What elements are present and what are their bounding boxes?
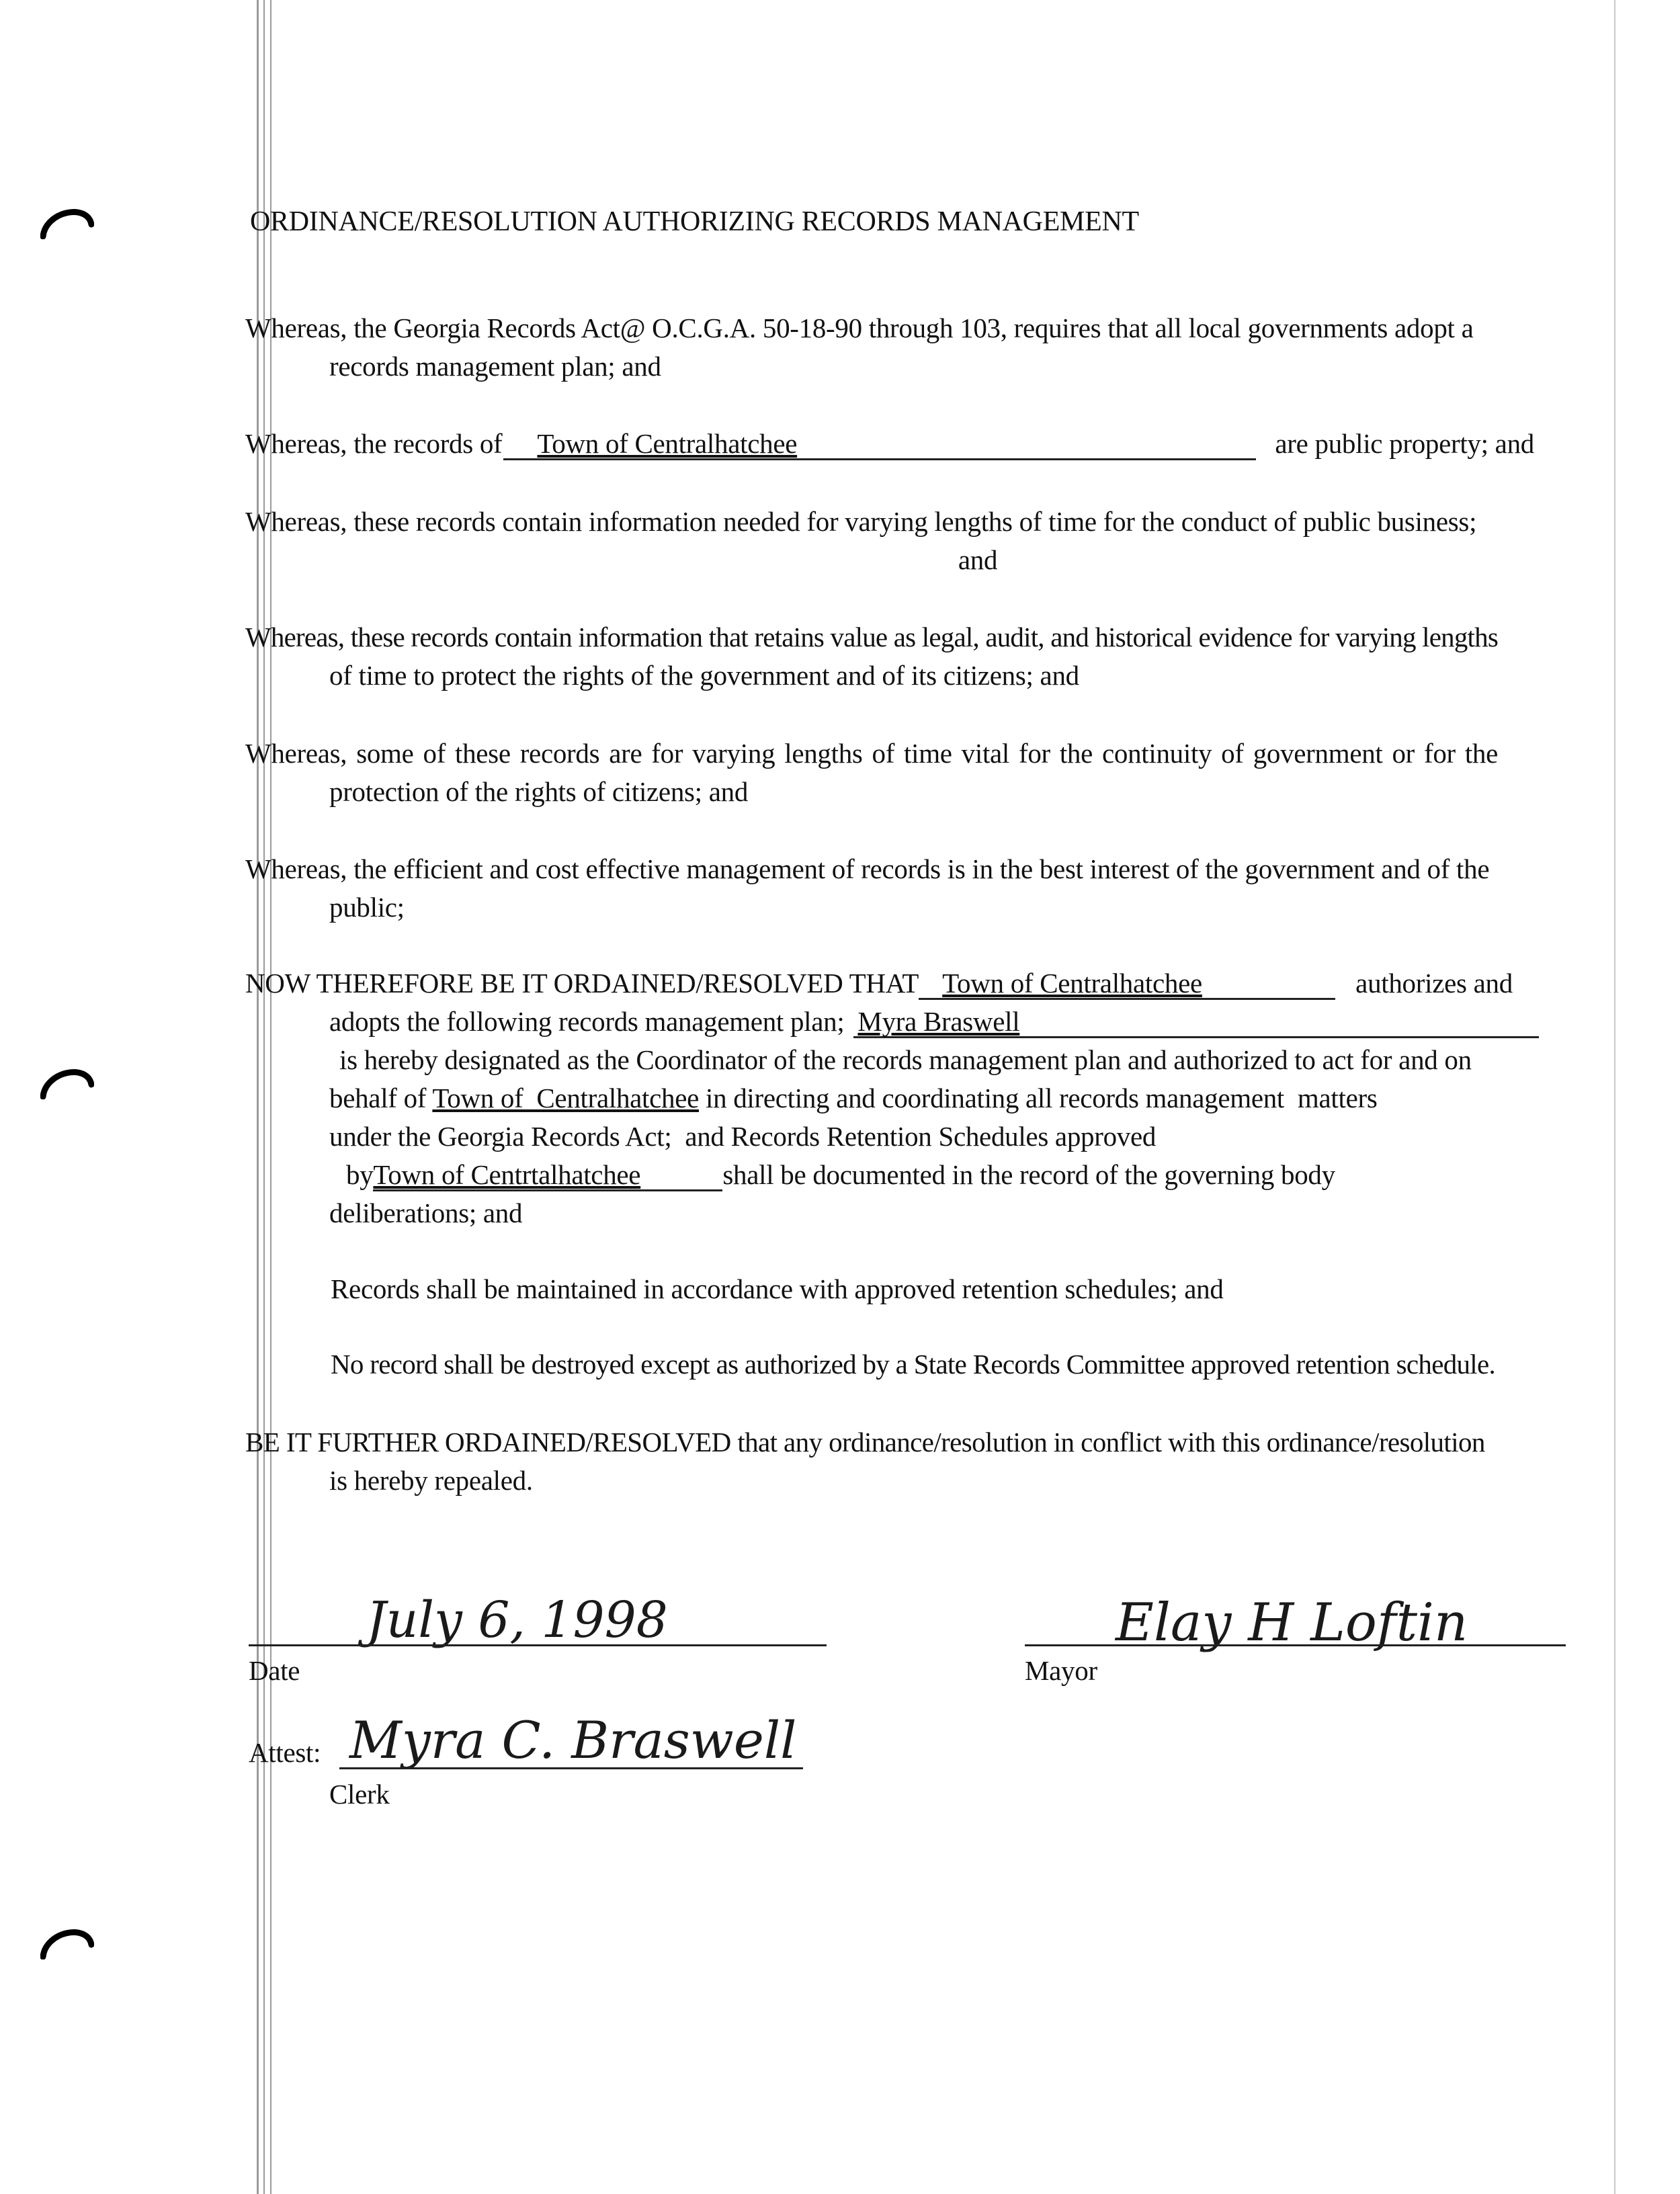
date-signature-line xyxy=(249,1644,827,1646)
further-resolved-paragraph xyxy=(245,1423,1609,1500)
clerk-label: Clerk xyxy=(329,1779,390,1810)
whereas-text: Whereas, the records of xyxy=(245,428,503,459)
coordinator-value: Myra Braswell xyxy=(857,1006,1020,1037)
whereas-paragraph xyxy=(245,503,1609,579)
entity-field xyxy=(373,1160,722,1191)
clerk-signature: Myra C. Braswell xyxy=(349,1710,797,1770)
whereas-continuation: of time to protect the rights of the government and of its citizens; and xyxy=(329,660,1079,691)
now-therefore-text: NOW THEREFORE BE IT ORDAINED/RESOLVED THAT xyxy=(245,968,919,999)
now-therefore-paragraph xyxy=(245,964,1609,1232)
whereas-text: Whereas, these records contain information needed for varying lengths of time for the conduct of public business; xyxy=(245,506,1477,537)
date-handwritten: July 6, 1998 xyxy=(366,1591,668,1649)
schedules-text: shall be documented in the record of the governing body xyxy=(722,1159,1335,1190)
binder-hole-icon xyxy=(40,1922,94,1959)
entity-value: Town of Centralhatchee xyxy=(432,1083,700,1113)
attest-label: Attest: xyxy=(249,1737,321,1768)
entity-value: Town of Centralhatchee xyxy=(942,968,1202,999)
schedules-text: by xyxy=(346,1159,374,1190)
retention-text: Records shall be maintained in accordance with approved retention schedules; and xyxy=(331,1273,1224,1304)
whereas-paragraph xyxy=(245,309,1609,386)
destruction-text: No record shall be destroyed except as authorized by a State Records Committee approved retention schedule. xyxy=(331,1349,1496,1380)
mayor-signature-line xyxy=(1025,1644,1566,1646)
whereas-text: Whereas, these records contain information that retains value as legal, audit, and historical evidence for varying lengths xyxy=(245,622,1498,652)
now-therefore-line xyxy=(245,1156,1609,1194)
whereas-paragraph xyxy=(245,618,1609,695)
behalf-text: behalf of xyxy=(329,1083,427,1113)
entity-field xyxy=(919,968,1335,1000)
whereas-text: Whereas, the efficient and cost effective management of records is in the best interest of the government and of the xyxy=(245,853,1490,884)
whereas-paragraph xyxy=(245,850,1609,927)
now-therefore-line xyxy=(245,1003,1609,1041)
now-therefore-line xyxy=(245,964,1609,1003)
mayor-signature: Elay H Loftin xyxy=(1116,1593,1468,1653)
document-title: ORDINANCE/RESOLUTION AUTHORIZING RECORDS MANAGEMENT xyxy=(250,206,1139,237)
whereas-continuation: protection of the rights of citizens; and xyxy=(329,776,749,807)
whereas-text: are public property; and xyxy=(1275,428,1534,459)
further-resolved-text: BE IT FURTHER ORDAINED/RESOLVED that any ordinance/resolution in conflict with this ordinance/resolution xyxy=(245,1427,1485,1458)
whereas-text: Whereas, the Georgia Records Act@ O.C.G.A. 50-18-90 through 103, requires that all local governments adopt a xyxy=(245,312,1474,343)
plan-adoption-text: adopts the following records management plan; xyxy=(329,1006,845,1037)
clerk-signature-line xyxy=(339,1767,803,1769)
binder-hole-icon xyxy=(40,202,94,239)
now-therefore-line: under the Georgia Records Act; and Records Retention Schedules approved xyxy=(329,1121,1157,1152)
entity-value: Town of Centrtalhatchee xyxy=(373,1159,641,1190)
now-therefore-line xyxy=(245,1079,1609,1117)
binder-hole-icon xyxy=(40,1062,94,1099)
further-resolved-continuation: is hereby repealed. xyxy=(329,1465,533,1496)
whereas-paragraph xyxy=(245,425,1609,463)
date-label: Date xyxy=(249,1655,300,1686)
behalf-text: in directing and coordinating all records management matters xyxy=(705,1083,1378,1113)
right-edge-line xyxy=(1614,0,1615,2194)
coordinator-field xyxy=(853,1007,1539,1038)
now-therefore-line: is hereby designated as the Coordinator of the records management plan and authorized to act for and on xyxy=(339,1044,1472,1075)
records-owner-value: Town of Centralhatchee xyxy=(537,428,798,459)
now-therefore-text: authorizes and xyxy=(1355,968,1513,999)
records-owner-field xyxy=(503,429,1256,460)
whereas-paragraph xyxy=(245,734,1609,811)
whereas-continuation: and xyxy=(958,544,998,575)
whereas-continuation: public; xyxy=(329,892,405,923)
now-therefore-line: deliberations; and xyxy=(329,1197,523,1228)
mayor-label: Mayor xyxy=(1025,1655,1097,1686)
whereas-continuation: records management plan; and xyxy=(329,351,661,382)
whereas-text: Whereas, some of these records are for varying lengths of time vital for the continuity of government or for the xyxy=(245,738,1499,769)
